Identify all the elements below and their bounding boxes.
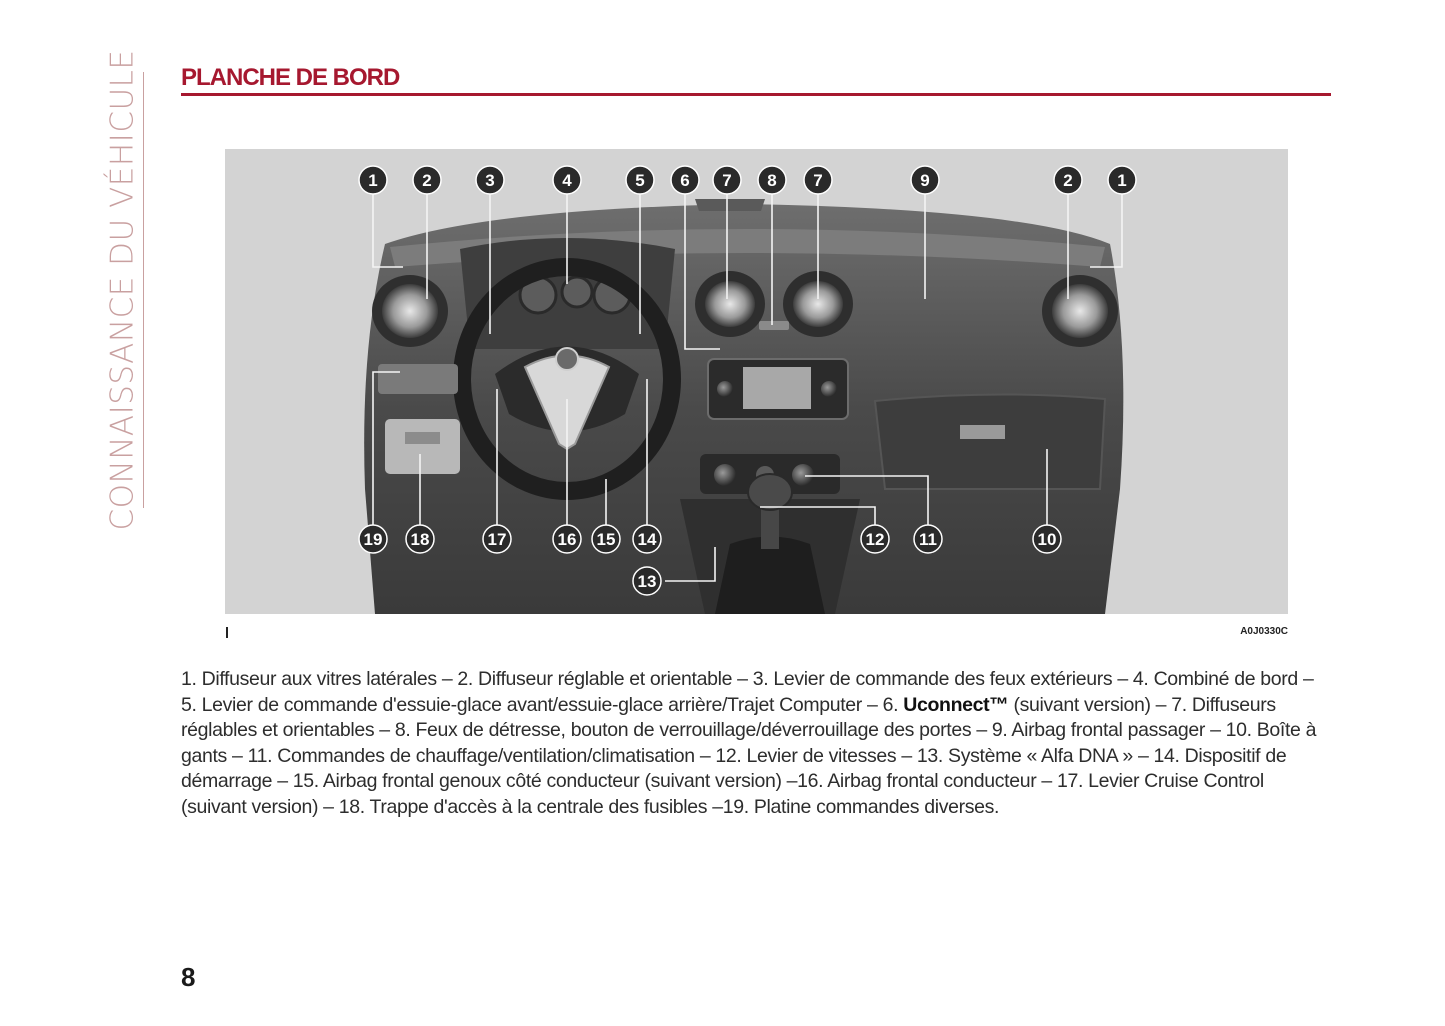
page-title: PLANCHE DE BORD [181, 64, 400, 91]
callout-1-right [1108, 166, 1136, 194]
callout-3 [476, 166, 504, 194]
dashboard-illustration [225, 149, 1288, 614]
svg-text:10: 10 [1037, 530, 1057, 549]
svg-text:19: 19 [363, 530, 383, 549]
callout-8 [758, 166, 786, 194]
callout-13 [633, 567, 661, 595]
callout-4 [553, 166, 581, 194]
callout-2-right [1054, 166, 1082, 194]
svg-text:4: 4 [562, 171, 572, 190]
callout-2-left [413, 166, 441, 194]
svg-text:11: 11 [919, 530, 937, 549]
svg-text:12: 12 [865, 530, 885, 549]
callout-12 [861, 525, 889, 553]
legend-text-part2: (suivant version) – 7. Diffuseurs réglables et orientables – 8. Feux de détresse, bouton de verrouillage/déverrouillage des portes – 9. Airbag frontal passager – 10. Boîte à gants – 11. Commandes de chauffage/ventilation/climatisation – 12. Levier de vitesses – 13. Système « Alfa DNA » – 14. Dispositif de démarrage – 15. Airbag frontal genoux côté conducteur (suivant version) –16. Airbag frontal conducteur – 17. Levier Cruise Control (suivant version) – 18. Trappe d'accès à la centrale des fusibles –19. Platine commandes diverses. [181, 693, 1317, 818]
svg-text:13: 13 [637, 572, 657, 591]
callout-6 [671, 166, 699, 194]
right-vent [1042, 275, 1118, 347]
page-number: 8 [181, 962, 196, 992]
svg-text:8: 8 [767, 171, 777, 190]
side-divider [143, 72, 144, 508]
callout-1-left [359, 166, 387, 194]
callout-14 [633, 525, 661, 553]
svg-text:14: 14 [637, 530, 657, 549]
callout-5 [626, 166, 654, 194]
callout-10 [1033, 525, 1061, 553]
svg-text:1: 1 [1117, 171, 1127, 190]
callout-9 [911, 166, 939, 194]
left-vent [372, 275, 448, 347]
callout-11 [914, 525, 942, 553]
svg-text:9: 9 [920, 171, 930, 190]
callout-16 [553, 525, 581, 553]
callout-19 [359, 525, 387, 553]
svg-text:2: 2 [422, 171, 432, 190]
callout-7-left [713, 166, 741, 194]
svg-text:15: 15 [596, 530, 616, 549]
legend-brand: Uconnect™ [903, 693, 1009, 716]
svg-text:2: 2 [1063, 171, 1073, 190]
callout-18 [406, 525, 434, 553]
side-section-label: CONNAISSANCE DU VÉHICULE [105, 49, 142, 531]
callout-17 [483, 525, 511, 553]
svg-text:1: 1 [368, 171, 378, 190]
callout-7-right [804, 166, 832, 194]
svg-text:17: 17 [487, 530, 507, 549]
legend-text-part1: 1. Diffuseur aux vitres latérales – 2. Diffuseur réglable et orientable – 3. Levier de commande des feux extérieurs – 4. Combiné de bord – 5. Levier de commande d'essuie-glace avant/essuie-glace arrière/Trajet Computer – 6. [181, 668, 1314, 716]
figure-marker [226, 627, 228, 638]
title-divider [181, 93, 1331, 96]
svg-text:6: 6 [680, 171, 690, 190]
figure-legend [181, 667, 1331, 821]
figure-code: A0J0330C [1240, 626, 1288, 637]
svg-text:7: 7 [722, 171, 732, 190]
svg-text:3: 3 [485, 171, 495, 190]
svg-text:16: 16 [557, 530, 577, 549]
infotainment-unit [708, 359, 848, 419]
svg-text:7: 7 [813, 171, 823, 190]
callout-15 [592, 525, 620, 553]
svg-text:18: 18 [410, 530, 430, 549]
svg-text:5: 5 [635, 171, 645, 190]
